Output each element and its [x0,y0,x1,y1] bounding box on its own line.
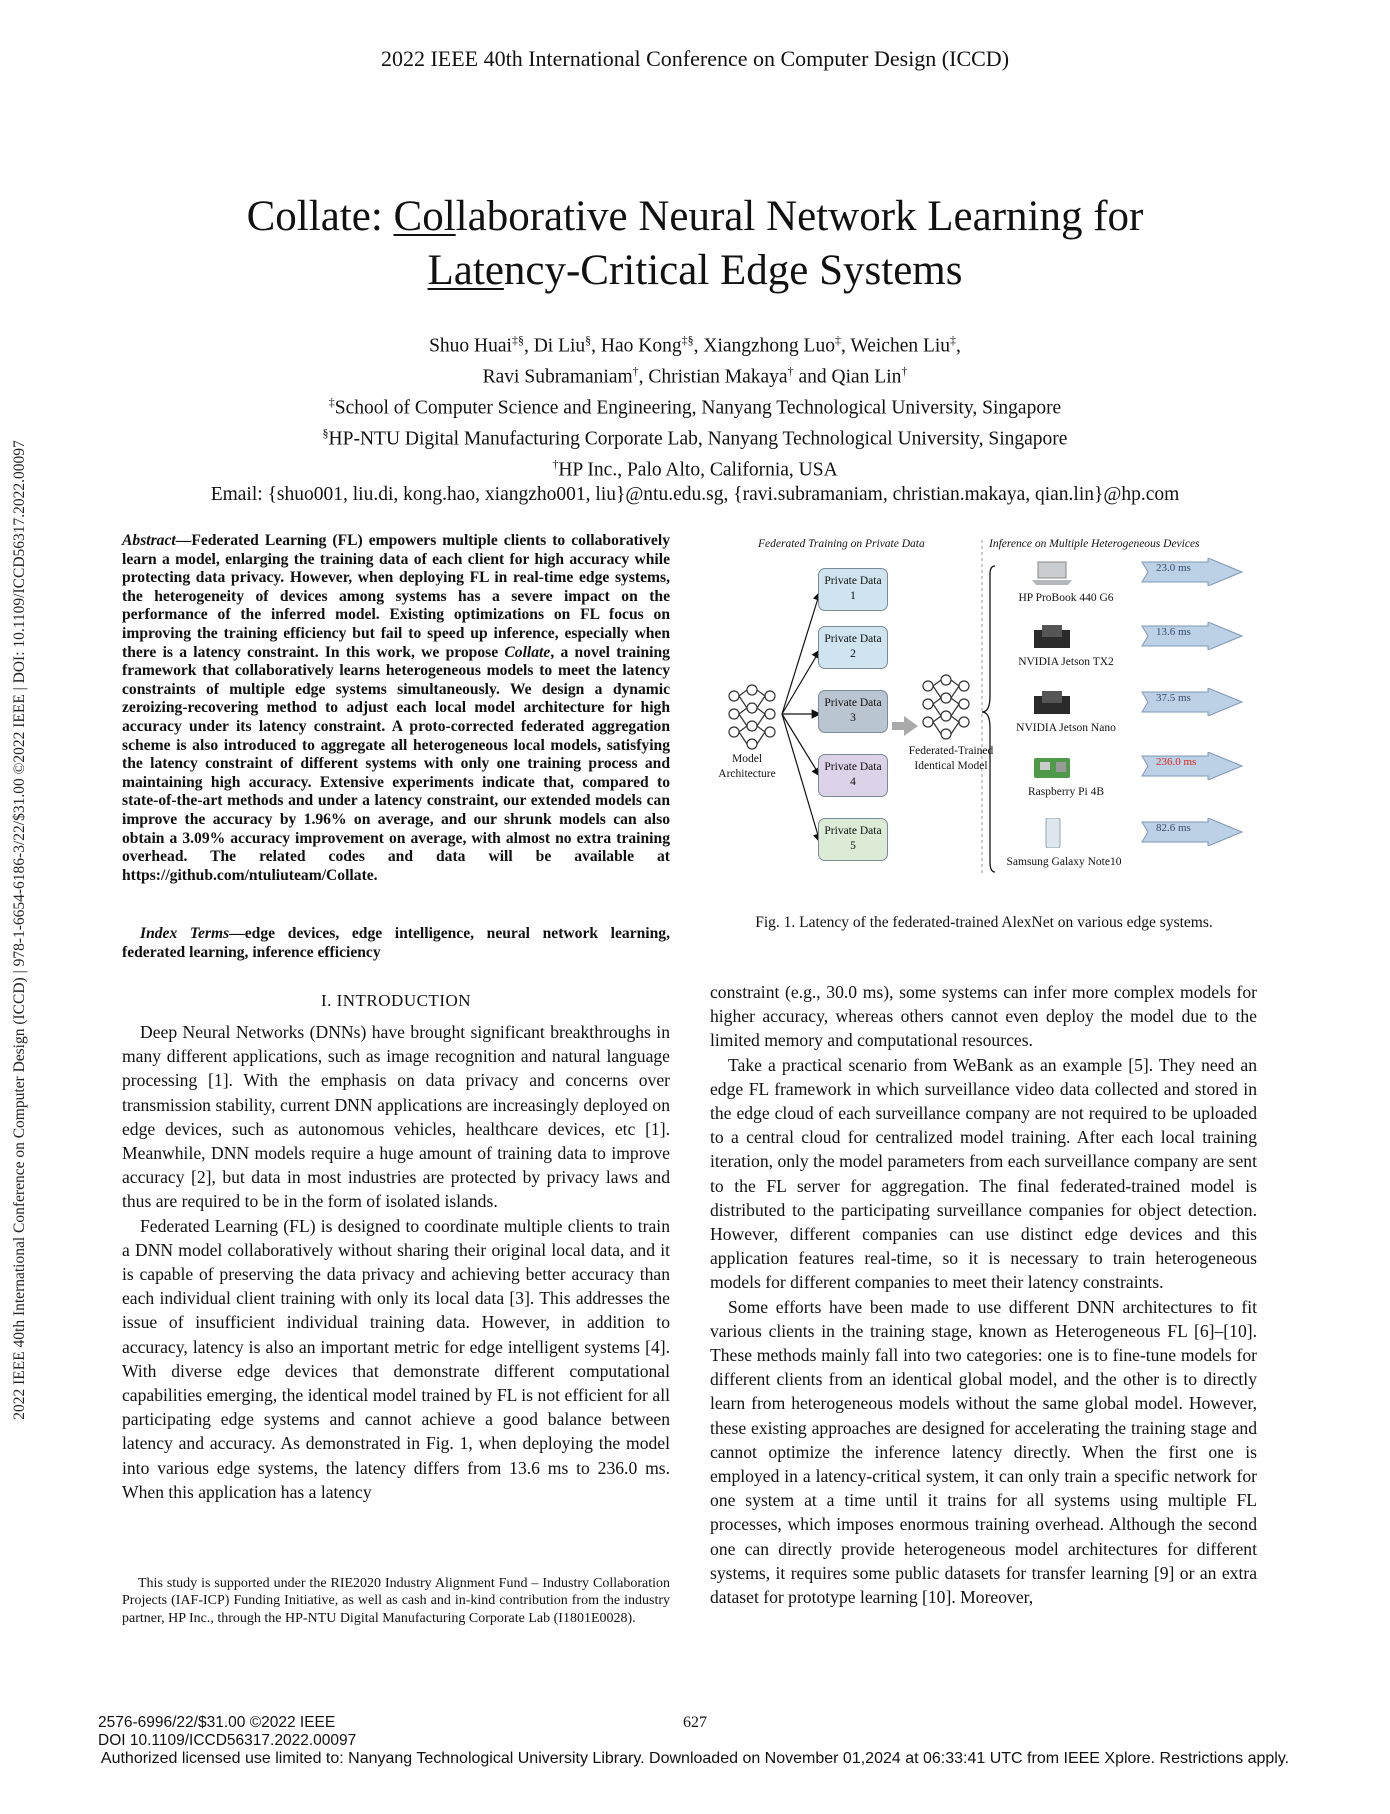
figure-heading-right: Inference on Multiple Heterogeneous Devices [989,538,1200,550]
label-line: Identical Model [914,760,988,772]
private-data-number: 2 [850,648,856,660]
title-underlined-part: Col [393,193,456,240]
abstract-label: Abstract [122,532,176,549]
latency-arrow [1138,622,1248,650]
device-name: HP ProBook 440 G6 [1018,592,1114,604]
affiliation-text: HP Inc., Palo Alto, California, USA [558,459,838,481]
board-icon [1030,688,1074,718]
index-terms-text: —edge devices, edge intelligence, neural network learning, federated learning, inference efficiency [122,925,670,961]
title-underlined-part: Late [427,247,504,294]
abstract [122,532,670,885]
funding-footnote: This study is supported under the RIE2020 Industry Alignment Fund – Industry Collaboration Projects (IAF-ICP) Funding Initiative, as well as cash and in-kind contribution from the industry partner, HP Inc., through the HP-NTU Digital Manufacturing Corporate Lab (I1801E0028). [122,1576,670,1626]
private-data-number: 5 [850,840,856,852]
affiliation-mark: † [632,364,639,378]
latency-arrow [1138,558,1248,586]
affiliation-mark: ‡ [950,333,957,347]
private-data-box-2 [818,626,888,669]
device-name: Samsung Galaxy Note10 [1006,856,1122,868]
author-name: , Hao Kong [591,335,682,357]
title-part: ncy-Critical Edge Systems [503,247,963,294]
intro-left-column [122,1020,670,1504]
abstract-text: , a novel training framework that collaboratively learns heterogeneous models to meet the latency constraints of multiple edge systems simultaneously. We design a dynamic zeroizing-recovering method to adjust each local model architecture for high accuracy under its latency constraint. A proto-corrected federated aggregation scheme is also introduced to aggregate all heterogeneous local models, satisfying the latency constraint of different systems with only one training process and maintaining high accuracy. Extensive experiments indicate that, compared to state-of-the-art methods and under a latency constraint, our extended models can improve the accuracy by 1.96% on average, and our shrunk models can also obtain a 3.09% accuracy improvement on average, with almost no extra training overhead. The related codes and data will be available at https://github.com/ntuliuteam/Collate. [122,643,670,884]
affiliation-3 [150,452,1240,483]
affiliation-1 [150,390,1240,421]
author-separator: , [956,335,961,357]
figure-1-caption: Fig. 1. Latency of the federated-trained AlexNet on various edge systems. [755,914,1213,931]
section-heading-introduction [122,991,670,1011]
section-number: I. I [320,991,343,1010]
label-line: Model [731,753,763,765]
device-name: NVIDIA Jetson TX2 [1018,656,1114,668]
affiliation-mark: † [787,364,794,378]
affiliation-text: HP-NTU Digital Manufacturing Corporate Lab, Nanyang Technological University, Singapore [328,428,1068,450]
affiliation-mark: § [322,426,329,440]
side-margin-citation: 2022 IEEE 40th International Conference on Computer Design (ICCD) | 978-1-6654-6186-3/22/$31.00 ©2022 IEEE | DOI: 10.1109/ICCD56317.2022.00097 [11,440,28,1420]
aggregate-arrow-icon [892,716,918,736]
label-line: Architecture [718,768,776,780]
laptop-icon [1030,558,1074,588]
device-latency: 37.5 ms [1156,692,1191,704]
private-data-label: Private Data [824,761,882,773]
abstract-framework-name: Collate [504,643,551,661]
index-terms-label: Index Terms [140,925,230,942]
affiliation-mark: ‡§ [511,333,524,347]
model-architecture-label [712,752,782,782]
latency-arrow [1138,818,1248,846]
network-icon [923,675,969,739]
author-name: , Xiangzhong Luo [693,335,835,357]
label-line: Federated-Trained [908,745,994,757]
author-name: Shuo Huai [429,335,512,357]
device-latency: 82.6 ms [1156,822,1191,834]
raspberry-pi-icon [1030,752,1074,782]
conference-header: 2022 IEEE 40th International Conference on Computer Design (ICCD) [380,46,1010,71]
author-line-1 [150,328,1240,359]
device-latency: 23.0 ms [1156,562,1191,574]
author-name: and Qian Lin [793,366,902,388]
index-terms [122,925,670,962]
private-data-number: 4 [850,776,856,788]
network-icon [729,685,775,749]
device-latency: 236.0 ms [1156,756,1197,768]
author-name: , Christian Makaya [638,366,788,388]
footer-issn: 2576-6996/22/$31.00 ©2022 IEEE [98,1714,336,1731]
title-part: Collate: [246,193,394,240]
private-data-box-1 [818,568,888,611]
affiliation-text: School of Computer Science and Engineering, Nanyang Technological University, Singapore [334,397,1062,419]
author-name: Ravi Subramaniam [482,366,633,388]
affiliation-mark: § [585,333,592,347]
paragraph: Some efforts have been made to use different DNN architectures to fit various clients in the training stage, known as Heterogeneous FL [6]–[10]. These methods mainly fall into two categories: one is to fine-tune models for different clients from an identical global model, and the other is to directly learn from heterogeneous models without the same global model. However, these existing approaches are designed for accelerating the training stage and cannot optimize the inference latency directly. When the first one is employed in a latency-critical system, it can only train a specific network for one system at a time until it trains for all systems using multiple FL processes, which imposes enormous training overhead. Although the second one can directly provide heterogeneous model architectures for different systems, it requires some public datasets for transfer learning [9] or an extra dataset for prototype learning [10]. Moreover, [710,1296,1257,1608]
affiliation-2 [150,421,1240,452]
private-data-label: Private Data [824,697,882,709]
device-brace [982,566,995,872]
author-emails: Email: {shuo001, liu.di, kong.hao, xiangzho001, liu}@ntu.edu.sg, {ravi.subramaniam, christian.makaya, qian.lin}@hp.com [210,484,1180,505]
affiliation-mark: ‡ [834,333,841,347]
paragraph: constraint (e.g., 30.0 ms), some systems can infer more complex models for higher accuracy, whereas others cannot even deploy the model due to the limited memory and computational resources. [710,982,1257,1051]
distribution-arrows [782,592,820,842]
paragraph: Take a practical scenario from WeBank as an example [5]. They need an edge FL framework in which surveillance video data collected and stored in the edge cloud of each surveillance company are not required to be uploaded to a central cloud for centralized model training. After each local training iteration, only the model parameters from each surveillance company are sent to the FL server for aggregation. The final federated-trained model is distributed to the participating surveillance companies for object detection. However, different companies can use distinct edge devices and this application features real-time, so it is necessary to train heterogeneous models for different companies to meet their latency constraints. [710,1054,1257,1293]
board-icon [1030,622,1074,652]
private-data-number: 1 [850,590,856,602]
latency-arrow [1138,688,1248,716]
private-data-label: Private Data [824,633,882,645]
device-name: Raspberry Pi 4B [1027,786,1105,798]
page-number: 627 [683,1714,707,1731]
phone-icon [1030,818,1074,848]
affiliation-mark: ‡§ [681,333,694,347]
figure-1 [712,526,1256,886]
figure-heading-left: Federated Training on Private Data [758,538,925,550]
license-notice: Authorized licensed use limited to: Nanyang Technological University Library. Downloaded on November 01,2024 at 06:33:41 UTC from IEEE Xplore. Restrictions apply. [100,1750,1290,1767]
private-data-box-4 [818,754,888,797]
intro-right-column [710,980,1257,1609]
affiliation-mark: † [901,364,908,378]
paragraph: Deep Neural Networks (DNNs) have brought significant breakthroughs in many different applications, such as image recognition and natural language processing [1]. With the emphasis on data privacy and concerns over transmission stability, current DNN applications are increasingly deployed on edge devices, such as autonomous vehicles, healthcare devices, etc [1]. Meanwhile, DNN models require a huge amount of training data to improve accuracy [2], but data in most industries are protected by privacy laws and thus are required to be in the form of isolated islands. [122,1022,670,1212]
author-name: , Di Liu [523,335,586,357]
paper-title [150,190,1240,298]
footer-doi: DOI 10.1109/ICCD56317.2022.00097 [98,1732,357,1749]
section-name: NTRODUCTION [342,991,472,1010]
federated-model-label [896,744,1006,774]
affiliation-mark: ‡ [328,395,335,409]
title-part: laborative Neural Network Learning for [455,193,1144,240]
device-name: NVIDIA Jetson Nano [1016,722,1116,734]
private-data-box-3 [818,690,888,733]
abstract-text: —Federated Learning (FL) empowers multiple clients to collaboratively learn a model, enlarging the training data of each client for high accuracy while protecting data privacy. However, when deploying FL in real-time edge systems, the heterogeneity of devices among systems has a severe impact on the performance of the inferred model. Existing optimizations on FL focus on improving the training efficiency but fail to speed up inference, especially when there is a latency constraint. In this work, we propose [122,532,670,661]
device-latency: 13.6 ms [1156,626,1191,638]
author-block [150,328,1240,508]
private-data-label: Private Data [824,575,882,587]
affiliation-mark: † [552,457,559,471]
private-data-label: Private Data [824,825,882,837]
author-line-2 [150,359,1240,390]
paragraph: Federated Learning (FL) is designed to coordinate multiple clients to train a DNN model collaboratively without sharing their original local data, and it is capable of preserving the data privacy and achieving better accuracy than each individual client training with only its local data [3]. This addresses the issue of insufficient individual training data. However, in addition to accuracy, latency is also an important metric for edge intelligent systems [4]. With diverse edge devices that demonstrate different computational capabilities emerging, the identical model trained by FL is not efficient for all participating edge systems and cannot achieve a good balance between latency and accuracy. As demonstrated in Fig. 1, when deploying the model into various edge systems, the latency differs from 13.6 ms to 236.0 ms. When this application has a latency [122,1215,670,1502]
author-name: , Weichen Liu [840,335,951,357]
private-data-box-5 [818,818,888,861]
private-data-number: 3 [850,712,856,724]
